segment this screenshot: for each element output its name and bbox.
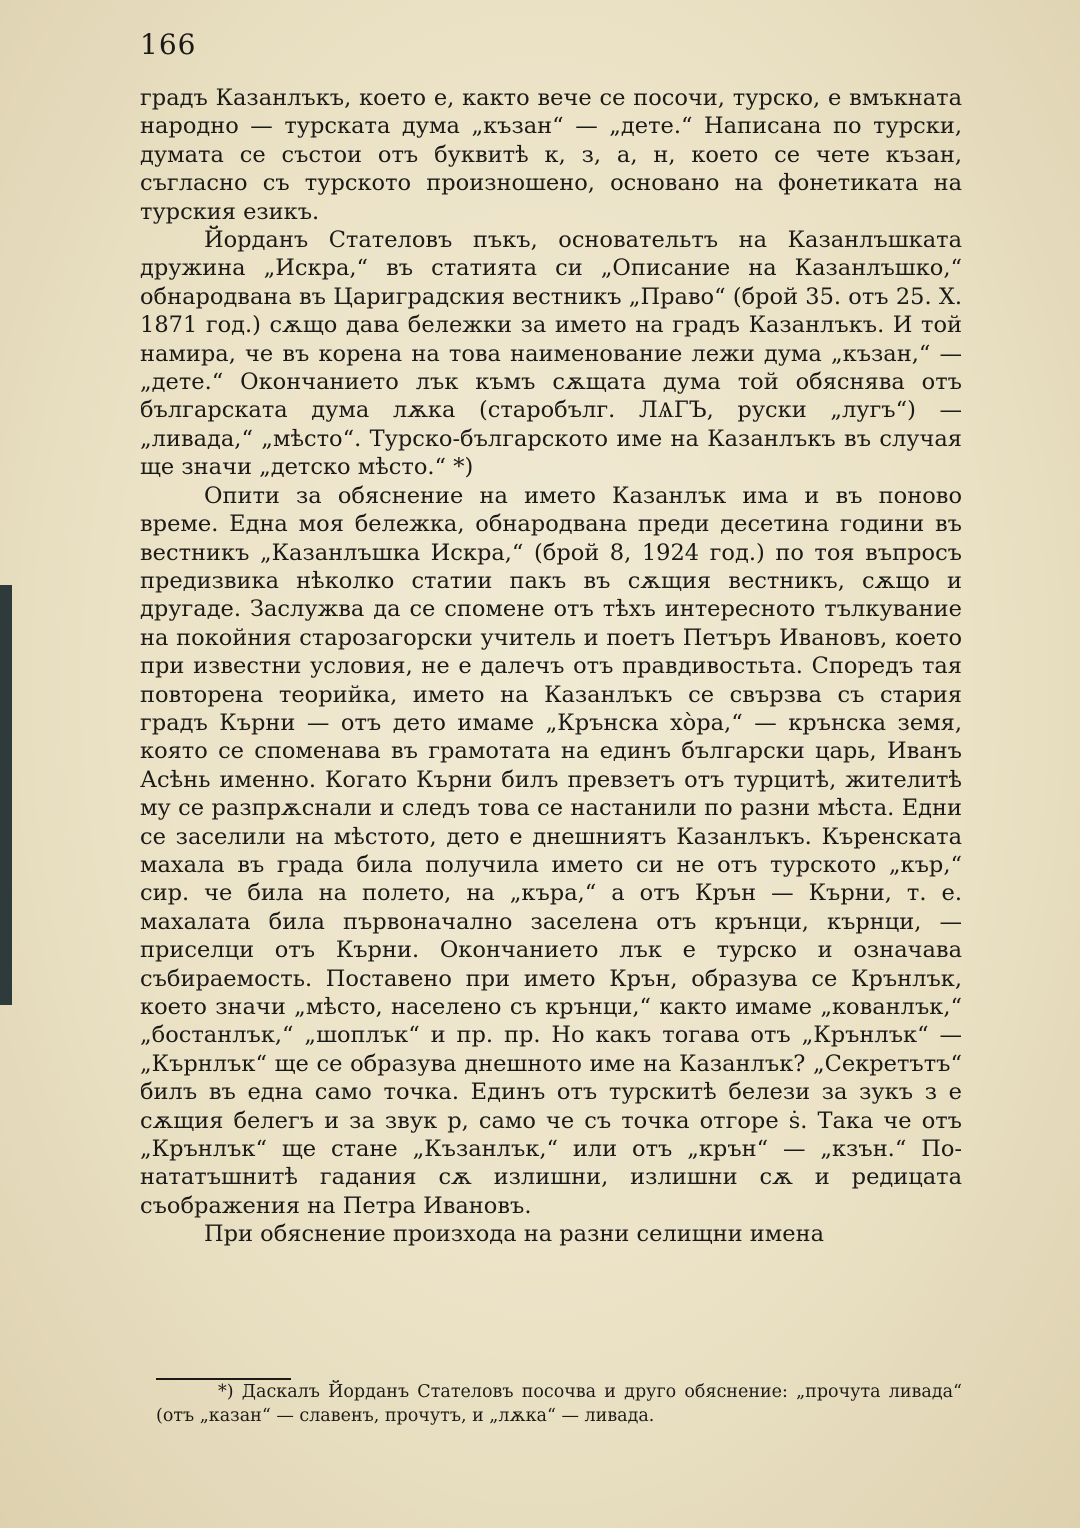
footnote: *) Даскалъ Йорданъ Стателовъ посочва и друго обяснение: „прочута ливада“ (отъ „казан“ — славенъ, прочутъ, и „лѫка“ — ливада. — [156, 1382, 962, 1426]
binding-edge-shadow — [0, 585, 12, 1005]
paragraph-statelov: Йорданъ Стателовъ пъкъ, основательтъ на Казанлъшката дружина „Искра,“ въ статията си „Описание на Казанлъшко,“ обнародвана въ Цариградския вестникъ „Право“ (брой 35. отъ 25. X. 1871 год.) сѫщо дава бележки за името на градъ Казанлъкъ. И той намира, че въ корена на това наименование лежи дума „къзан,“ — „дете.“ Окончанието лък къмъ сѫщата дума той обяснява отъ българската дума лѫка (старобълг. ЛѦГЪ, руски „лугъ“) — „ливада,“ „мѣсто“. Турско-българското име на Казанлъкъ въ случая ще значи „детско мѣсто.“ *) — [140, 227, 962, 481]
body-text — [140, 84, 962, 1249]
paragraph-explanations: Опити за обяснение на името Казанлък има и въ поново време. Една моя бележка, обнародвана преди десетина години въ вестникъ „Казанлъшка Искра,“ (брой 8, 1924 год.) по тоя въпросъ предизвика нѣколко статии пакъ въ сѫщия вестникъ, сѫщо и другаде. Заслужва да се спомене отъ тѣхъ интересното тълкувание на покойния старозагорски учитель и поетъ Петъръ Ивановъ, което при известни условия, не е далечъ отъ правдивостьта. Споредъ тая повторена теорийка, името на Казанлъкъ се свързва съ стария градъ Кърни — отъ дето имаме „Крънска хòра,“ — крънска земя, която се споменава въ грамотата на единъ български царь, Иванъ Асѣнь именно. Когато Кърни билъ превзетъ отъ турцитѣ, жителитѣ му се разпрѫснали и следъ това се настанили по разни мѣста. Едни се заселили на мѣстото, дето е днешниятъ Казанлъкъ. Кърeнската махала въ града била получила името си не отъ турското „кър,“ сир. че била на полето, на „кърa,“ а отъ Крън — Кърни, т. е. махалата била първоначално заселена отъ крънци, кърнци, — приселци отъ Кърни. Окончанието лък е турско и означава събираемость. Поставено при името Крън, образува се Крънлък, което значи „мѣсто, населено съ крънци,“ както имаме „кованлък,“ „бостанлък,“ „шоплък“ и пр. пр. Но какъ тогава отъ „Крънлък“ — „Кърнлък“ ще се образува днешното име на Казанлък? „Секретътъ“ билъ въ една само точка. Единъ отъ турскитѣ белези за зукъ з е сѫщия белегъ и за звук р, само че съ точка отгоре ṡ. Така че отъ „Крънлък“ ще стане „Къзанлък,“ или отъ „крън“ — „кзън.“ По-нататъшнитѣ гадания сѫ излишни, излишни сѫ и редицата съображения на Петра Ивановъ. — [140, 482, 962, 1219]
page-number: 166 — [140, 28, 197, 61]
paragraph-continuation: градъ Казанлъкъ, което е, както вече се посочи, турско, е вмъкната народно — турската дума „къзан“ — „дете.“ Написана по турски, думата се състои отъ буквитѣ к, з, а, н, което се чете къзан, съгласно съ турското произношено, основано на фонетиката на турския езикъ. — [140, 85, 962, 225]
paragraph-settlement-names: При обяснение произхода на разни селищни имена — [204, 1221, 824, 1248]
